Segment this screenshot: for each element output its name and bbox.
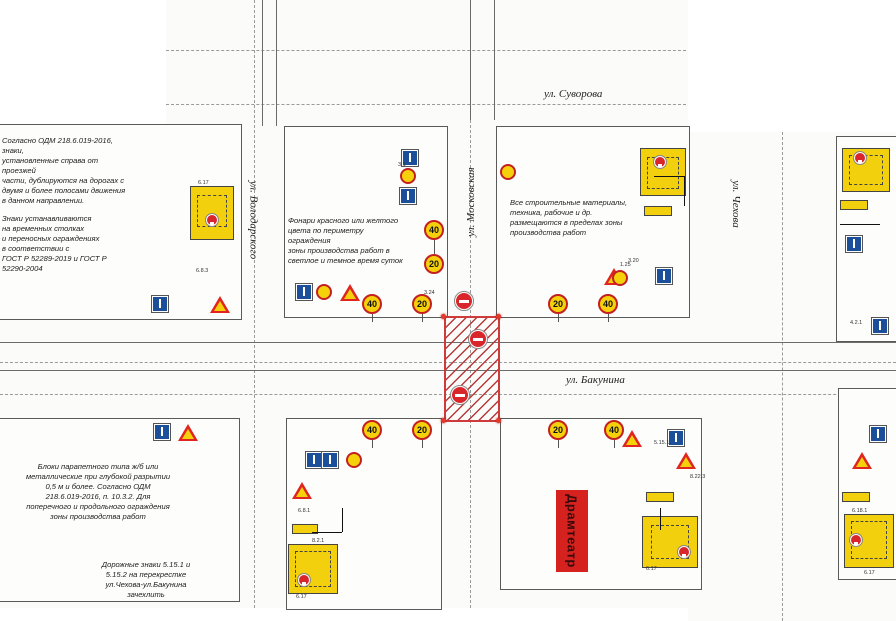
blue-direction-sign-icon xyxy=(846,236,862,252)
blue-direction-sign-icon xyxy=(656,268,672,284)
speed-limit-sign-icon xyxy=(400,168,416,184)
detour-arrow xyxy=(684,176,685,206)
detour-direction-sign xyxy=(840,200,868,210)
speed-limit-sign-icon: 40 xyxy=(604,420,624,440)
sign-post xyxy=(422,314,423,322)
speed-limit-sign-icon: 40 xyxy=(424,220,444,240)
note-parapet-blocks: Блоки парапетного типа ж/б или металлические при глубокой разрытии 0,5 м и более. Согласно ОДМ 218.6.019-2016, п. 10.3.2. Для поперечного и продольного ограждения зоны производства работ xyxy=(25,462,171,521)
blue-direction-sign-icon xyxy=(154,424,170,440)
sign-code-label: 6.17 xyxy=(864,570,875,576)
sign-post xyxy=(608,314,609,322)
sign-post xyxy=(558,314,559,322)
roadworks-warning-sign-icon xyxy=(178,424,198,441)
detour-direction-sign xyxy=(842,492,870,502)
detour-scheme-sign xyxy=(190,186,234,240)
scan-gap xyxy=(0,0,166,124)
detour-scheme-sign xyxy=(288,544,338,594)
sign-code-label: 6.17 xyxy=(646,566,657,572)
sign-post xyxy=(434,240,435,254)
no-entry-sign-icon xyxy=(469,330,487,348)
note-temporary-posts: Знаки устанавливаются на временных столках и переносных ограждениях в соответствии с ГОСТ Р 52289-2019 и ГОСТ Р 52290-2004 xyxy=(2,214,107,273)
lane-line-suvorova-2 xyxy=(166,104,686,105)
warning-lamp-icon xyxy=(441,314,446,319)
speed-limit-sign-icon: 20 xyxy=(548,294,568,314)
no-entry-sign-icon xyxy=(654,156,666,168)
sign-code-label: 6.17 xyxy=(296,594,307,600)
sign-post xyxy=(558,440,559,448)
warning-lamp-icon xyxy=(441,418,446,423)
detour-arrow xyxy=(660,508,661,530)
warning-lamp-icon xyxy=(496,314,501,319)
drama-theatre-landmark: Драмтеатр xyxy=(556,490,588,572)
street-name-chekhova: ул. Чехова xyxy=(729,180,742,228)
curb xyxy=(494,0,495,120)
street-name-bakunina: ул. Бакунина xyxy=(566,374,625,386)
roadworks-warning-sign-icon xyxy=(676,452,696,469)
no-entry-sign-icon xyxy=(298,574,310,586)
sign-code-label: 3.24 xyxy=(424,290,435,296)
sign-code-label: 6.8.3 xyxy=(196,268,209,274)
street-name-moskovskaya: ул. Московская xyxy=(464,167,477,237)
no-entry-sign-icon xyxy=(451,386,469,404)
speed-limit-sign-icon xyxy=(346,452,362,468)
detour-arrow xyxy=(312,532,342,533)
sign-post xyxy=(422,440,423,448)
speed-limit-sign-icon: 40 xyxy=(598,294,618,314)
sign-post xyxy=(372,440,373,448)
blue-direction-sign-icon xyxy=(400,188,416,204)
roadworks-warning-sign-icon xyxy=(622,430,642,447)
sign-code-label: 8.2.1 xyxy=(312,538,325,544)
detour-direction-sign xyxy=(646,492,674,502)
speed-limit-sign-icon: 20 xyxy=(424,254,444,274)
roadworks-warning-sign-icon xyxy=(340,284,360,301)
sign-post xyxy=(614,440,615,448)
lane-line-suvorova xyxy=(166,50,686,51)
street-name-suvorova: ул. Суворова xyxy=(544,88,603,100)
blue-direction-sign-icon xyxy=(152,296,168,312)
detour-scheme-sign xyxy=(640,148,686,196)
blue-direction-sign-icon xyxy=(872,318,888,334)
blue-direction-sign-icon xyxy=(296,284,312,300)
sign-code-label: 6.17 xyxy=(198,180,209,186)
speed-limit-sign-icon: 20 xyxy=(548,420,568,440)
note-odm-duplication: Согласно ОДМ 218.6.019-2016, знаки, установленные справа от проезжей части, дублируются на дорогах с двумя и более полосами движения в данном направлении. xyxy=(2,136,126,205)
lane-line-chekhova xyxy=(782,132,783,621)
sign-code-label: 3.20 xyxy=(628,258,639,264)
blue-direction-sign-icon xyxy=(322,452,338,468)
detour-arrow xyxy=(342,508,343,532)
speed-limit-sign-icon xyxy=(500,164,516,180)
note-materials: Все строительные материалы, техника, рабочие и др. размещаются в пределах зоны производства работ xyxy=(510,198,628,237)
no-entry-sign-icon xyxy=(854,152,866,164)
speed-limit-sign-icon: 20 xyxy=(412,294,432,314)
no-entry-sign-icon xyxy=(850,534,862,546)
sign-code-label: 4.2.1 xyxy=(850,320,863,326)
no-entry-sign-icon xyxy=(206,214,218,226)
street-name-volodarskogo: ул. Володарского xyxy=(247,180,260,260)
detour-arrow xyxy=(840,224,880,225)
no-entry-sign-icon xyxy=(678,546,690,558)
speed-limit-sign-icon xyxy=(316,284,332,300)
lane-line-volodarskogo xyxy=(254,0,255,608)
detour-arrow xyxy=(654,176,684,177)
speed-limit-sign-icon: 40 xyxy=(362,420,382,440)
curb xyxy=(470,0,471,120)
blue-direction-sign-icon xyxy=(870,426,886,442)
speed-limit-sign-icon: 20 xyxy=(412,420,432,440)
roadworks-warning-sign-icon xyxy=(210,296,230,313)
roadworks-warning-sign-icon xyxy=(292,482,312,499)
detour-scheme-sign xyxy=(642,516,698,568)
sign-post xyxy=(372,314,373,322)
roadworks-warning-sign-icon xyxy=(852,452,872,469)
blue-direction-sign-icon xyxy=(306,452,322,468)
speed-limit-sign-icon xyxy=(612,270,628,286)
sign-code-label: 5.15.1 xyxy=(654,440,670,446)
sign-code-label: 6.18.1 xyxy=(852,508,868,514)
sign-code-label: 1.25 xyxy=(620,262,631,268)
blue-direction-sign-icon xyxy=(668,430,684,446)
speed-limit-sign-icon: 40 xyxy=(362,294,382,314)
detour-scheme-sign xyxy=(842,148,890,192)
sign-code-label: 8.22.3 xyxy=(690,474,706,480)
detour-direction-sign xyxy=(644,206,672,216)
curb xyxy=(276,0,277,126)
sign-code-label: 6.8.1 xyxy=(298,508,311,514)
note-cover-signs: Дорожные знаки 5.15.1 и 5.15.2 на перекрестке ул.Чехова-ул.Бакунина зачехлить xyxy=(101,560,191,599)
note-red-lamps: Фонари красного или желтого цвета по периметру ограждения зоны производства работ в светлое и темное время суток xyxy=(288,216,403,265)
no-entry-sign-icon xyxy=(455,292,473,310)
warning-lamp-icon xyxy=(496,418,501,423)
curb xyxy=(262,0,263,126)
sign-code-label: 3.1 xyxy=(398,162,406,168)
